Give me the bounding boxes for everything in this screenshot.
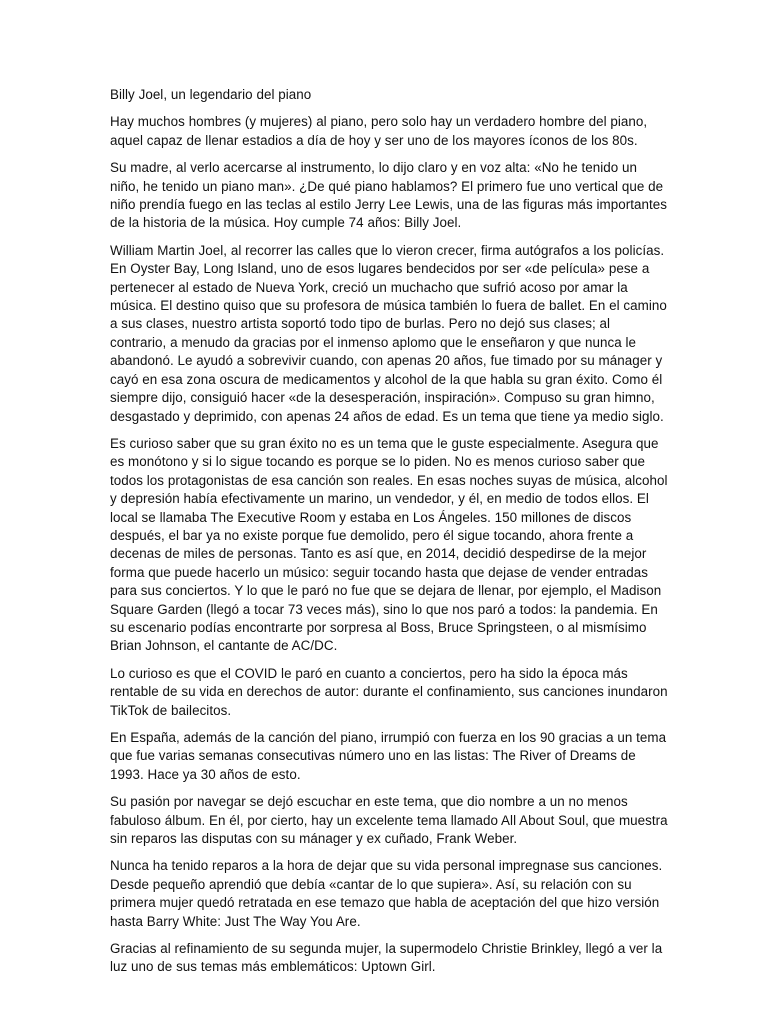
paragraph-6: En España, además de la canción del piano, irrumpió con fuerza en los 90 gracias a un tema que fue varias semanas consecutivas número uno en las listas: The River of Dreams de 1993. Hace ya 30 años de esto. bbox=[110, 730, 667, 782]
paragraph-4: Es curioso saber que su gran éxito no es un tema que le guste especialmente. Asegura que es monótono y si lo sigue tocando es porque se lo piden. No es menos curioso saber que todos los protagonistas de esa canción son reales. En esas noches suyas de música, alcohol y depresión había efectivamente un marino, un vendedor, y él, en medio de todos ellos. El local se llamaba The Executive Room y estaba en Los Ángeles. 150 millones de discos después, el bar ya no existe porque fue demolido, pero él sigue tocando, ahora frente a decenas de miles de personas. Tanto es así que, en 2014, decidió despedirse de la mejor forma que puede hacerlo un músico: seguir tocando hasta que dejase de vender entradas para sus conciertos. Y lo que le paró no fue que se dejara de llenar, por ejemplo, el Madison Square Garden (llegó a tocar 73 veces más), sino lo que nos paró a todos: la pandemia. En su escenario podías encontrarte por sorpresa al Boss, Bruce Springsteen, o al mismísimo Brian Johnson, el cantante de AC/DC. bbox=[110, 435, 668, 654]
paragraph-5: Lo curioso es que el COVID le paró en cuanto a conciertos, pero ha sido la época más rentable de su vida en derechos de autor: durante el confinamiento, sus canciones inundaron TikTok de bailecitos. bbox=[110, 665, 668, 718]
paragraph-8: Nunca ha tenido reparos a la hora de dejar que su vida personal impregnase sus canciones. Desde pequeño aprendió que debía «cantar de lo que supiera». Así, su relación con su primera mujer quedó retratada en ese temazo que habla de aceptación del que hizo versión hasta Barry White: Just The Way You Are. bbox=[110, 858, 663, 929]
paragraph-1: Hay muchos hombres (y mujeres) al piano, pero solo hay un verdadero hombre del piano, aquel capaz de llenar estadios a día de hoy y ser uno de los mayores íconos de los 80s. bbox=[110, 114, 648, 148]
paragraph-2: Su madre, al verlo acercarse al instrumento, lo dijo claro y en voz alta: «No he tenido un niño, he tenido un piano man». ¿De qué piano hablamos? El primero fue uno vertical que de niño prendía fuego en las teclas al estilo Jerry Lee Lewis, una de las figuras más importantes de la historia de la música. Hoy cumple 74 años: Billy Joel. bbox=[110, 160, 667, 231]
paragraph-9: Gracias al refinamiento de su segunda mujer, la supermodelo Christie Brinkley, llegó a ver la luz uno de sus temas más emblemáticos: Uptown Girl. bbox=[110, 941, 663, 975]
document-page bbox=[110, 86, 670, 986]
paragraph-7: Su pasión por navegar se dejó escuchar en este tema, que dio nombre a un no menos fabuloso álbum. En él, por cierto, hay un excelente tema llamado All About Soul, que muestra sin reparos las disputas con su mánager y ex cuñado, Frank Weber. bbox=[110, 794, 668, 847]
paragraph-3: William Martin Joel, al recorrer las calles que lo vieron crecer, firma autógrafos a los policías. En Oyster Bay, Long Island, uno de esos lugares bendecidos por ser «de película» pese a pertenecer al estado de Nueva York, creció un muchacho que sufrió acoso por amar la música. El destino quiso que su profesora de música también lo fuera de ballet. En el camino a sus clases, nuestro artista soportó todo tipo de burlas. Pero no dejó sus clases; al contrario, a menudo da gracias por el inmenso aplomo que le enseñaron y que nunca le abandonó. Le ayudó a sobrevivir cuando, con apenas 20 años, fue timado por su mánager y cayó en esa zona oscura de medicamentos y alcohol de la que habla su gran éxito. Como él siempre dijo, consiguió hacer «de la desesperación, inspiración». Compuso su gran himno, desgastado y deprimido, con apenas 24 años de edad. Es un tema que tiene ya medio siglo. bbox=[110, 242, 667, 424]
document-title: Billy Joel, un legendario del piano bbox=[110, 87, 312, 102]
